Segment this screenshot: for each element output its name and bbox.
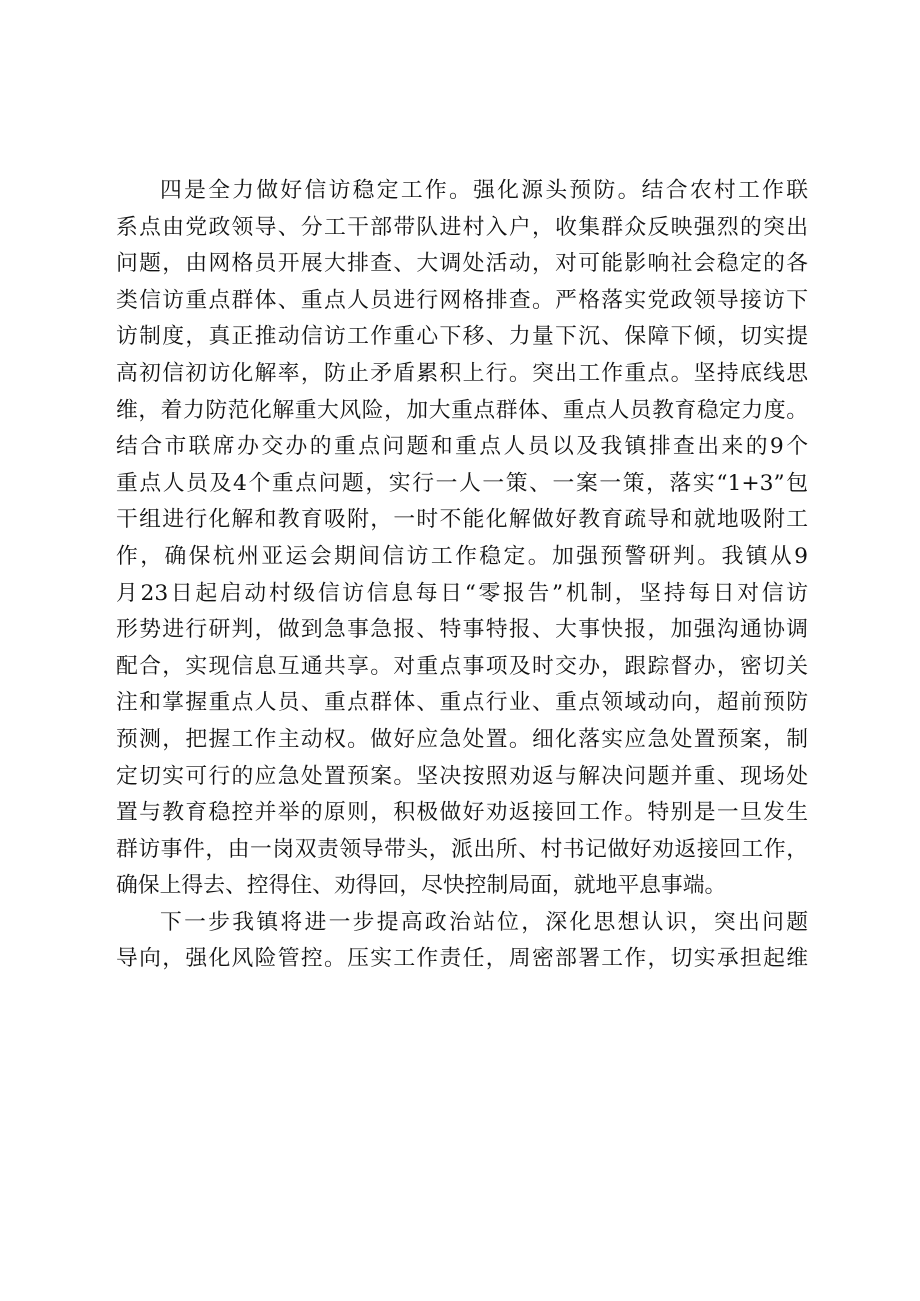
text-line: 下一步我镇将进一步提高政治站位，深化思想认识，突出问题 bbox=[160, 909, 808, 935]
text-line: 结合市联席办交办的重点问题和重点人员以及我镇排查出来的9个 bbox=[116, 434, 808, 460]
text-line: 配合，实现信息互通共享。对重点事项及时交办，跟踪督办，密切关 bbox=[116, 653, 808, 679]
text-line: 置与教育稳控并举的原则，积极做好劝返接回工作。特别是一旦发生 bbox=[116, 800, 808, 826]
text-line: 问题，由网格员开展大排查、大调处活动，对可能影响社会稳定的各 bbox=[116, 251, 808, 277]
text-line: 四是全力做好信访稳定工作。强化源头预防。结合农村工作联 bbox=[160, 178, 808, 203]
text-line: 干组进行化解和教育吸附，一时不能化解做好教育疏导和就地吸附工 bbox=[116, 507, 808, 533]
text-line: 重点人员及4个重点问题，实行一人一策、一案一策，落实“1+3”包 bbox=[116, 470, 808, 496]
text-line: 群访事件，由一岗双责领导带头，派出所、村书记做好劝返接回工作， bbox=[116, 836, 808, 862]
paragraph-petition-stability bbox=[116, 173, 808, 905]
paragraph-next-steps bbox=[116, 905, 808, 978]
text-line: 访制度，真正推动信访工作重心下移、力量下沉、保障下倾，切实提 bbox=[116, 324, 808, 350]
text-line: 类信访重点群体、重点人员进行网格排查。严格落实党政领导接访下 bbox=[116, 287, 808, 313]
text-line: 确保上得去、控得住、劝得回，尽快控制局面，就地平息事端。 bbox=[116, 873, 727, 899]
text-line: 导向，强化风险管控。压实工作责任，周密部署工作，切实承担起维 bbox=[116, 946, 808, 972]
document-body bbox=[116, 173, 808, 978]
text-line: 作，确保杭州亚运会期间信访工作稳定。加强预警研判。我镇从9 bbox=[116, 543, 808, 569]
text-line: 高初信初访化解率，防止矛盾累积上行。突出工作重点。坚持底线思 bbox=[116, 360, 808, 386]
text-line: 注和掌握重点人员、重点群体、重点行业、重点领域动向，超前预防 bbox=[116, 690, 808, 716]
text-line: 形势进行研判，做到急事急报、特事特报、大事快报，加强沟通协调 bbox=[116, 617, 808, 643]
text-line: 系点由党政领导、分工干部带队进村入户，收集群众反映强烈的突出 bbox=[116, 214, 808, 240]
text-line: 维，着力防范化解重大风险，加大重点群体、重点人员教育稳定力度。 bbox=[116, 397, 808, 423]
text-line: 预测，把握工作主动权。做好应急处置。细化落实应急处置预案，制 bbox=[116, 726, 808, 752]
text-line: 定切实可行的应急处置预案。坚决按照劝返与解决问题并重、现场处 bbox=[116, 763, 808, 789]
text-line: 月23日起启动村级信访信息每日“零报告”机制，坚持每日对信访 bbox=[116, 580, 808, 606]
